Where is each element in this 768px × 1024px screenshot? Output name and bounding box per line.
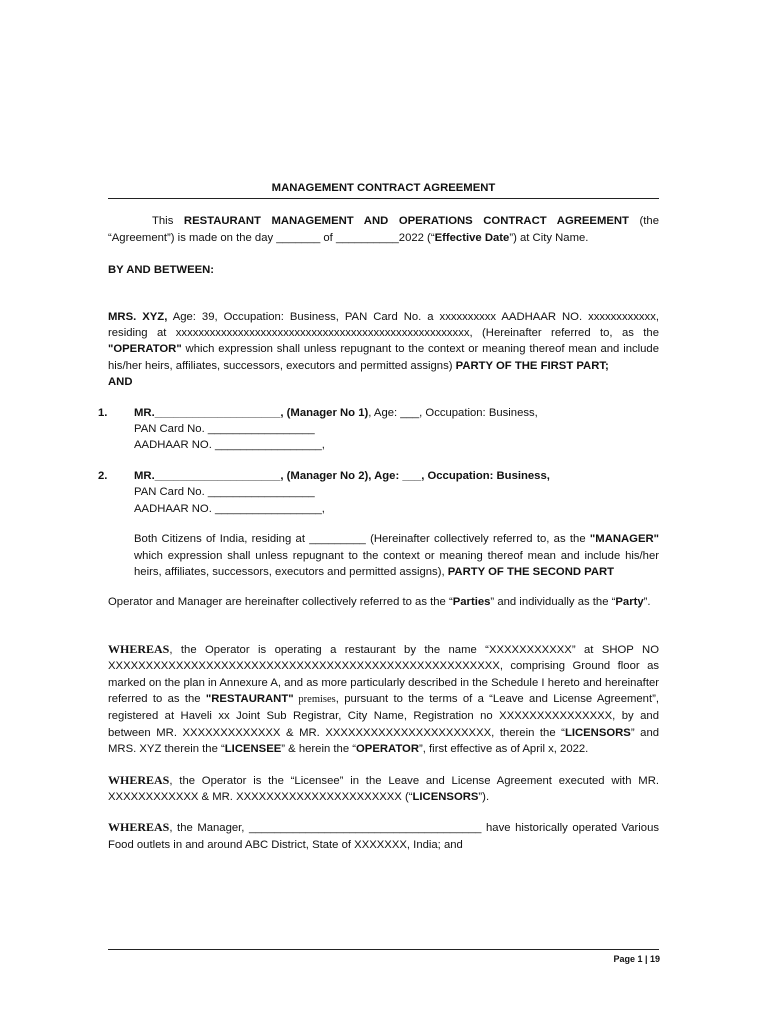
second-party: PARTY OF THE SECOND PART	[447, 565, 615, 578]
manager-1-number: 1.	[98, 406, 108, 419]
licensors-term-2: LICENSORS	[412, 790, 479, 803]
citizens-text: Both Citizens of India, residing at _________ (Hereinafter collectively referred to, as the	[134, 533, 590, 546]
parties-paragraph	[108, 594, 659, 610]
and-text: AND	[108, 376, 133, 389]
intro-mid: (the “Agreement”) is made on the day _______ of __________2022 (“	[108, 215, 659, 244]
citizens-text-2: which expression shall unless repugnant to the context or meaning thereof mean and include his/her heirs, affiliates, successors, executors and permitted assigns),	[134, 549, 659, 578]
manager-1-line	[134, 405, 659, 421]
manager-2-pan: PAN Card No. _________________	[134, 486, 315, 499]
intro-paragraph	[108, 213, 659, 246]
intro-lead: This	[152, 215, 184, 228]
agreement-name: RESTAURANT MANAGEMENT AND OPERATIONS CONTRACT AGREEMENT	[183, 215, 629, 228]
licensors-term: LICENSORS	[564, 726, 631, 739]
operator-paragraph	[108, 309, 659, 375]
parties-text-2: ” and individually as the “	[490, 596, 616, 609]
manager-role: "MANAGER"	[589, 533, 659, 546]
operator-details: Age: 39, Occupation: Business, PAN Card No. a xxxxxxxxxx AADHAAR NO. xxxxxxxxxxxx, residing at xxxxxxxxxxxxxxxxxxxxxxxxxxxxxxxxxxxxxxxxxxxxxxxxxxxx, (Hereinafter referred to, as the	[108, 310, 659, 340]
page-number: Page 1 | 19	[613, 954, 660, 964]
effective-date: Effective Date	[434, 231, 510, 244]
operator-tail: which expression shall unless repugnant to the context or meaning thereof mean and include his/her heirs, affiliates, successors, executors and permitted assigns)	[108, 343, 659, 372]
document-body	[98, 180, 660, 853]
manager-1-aadhaar: AADHAAR NO. _________________,	[134, 439, 325, 452]
parties-term: Parties	[452, 596, 491, 609]
whereas-3-text: , the Manager, _____________________________________ have historically operated Various Food outlets in and around ABC District, State of XXXXXXX, India; and	[108, 822, 659, 851]
manager-2-details: , Age: ___, Occupation: Business,	[368, 469, 550, 482]
manager-2-number: 2.	[98, 469, 108, 482]
whereas-1-text-4: ” & herein the “	[281, 743, 357, 756]
whereas-1-text-3: ” and MRS. XYZ therein the “	[108, 726, 660, 756]
footer-divider	[108, 949, 659, 950]
operator-term: OPERATOR	[356, 743, 419, 756]
manager-1-pan: PAN Card No. _________________	[134, 423, 315, 436]
operator-name: MRS. XYZ,	[108, 310, 168, 323]
whereas-3-paragraph	[108, 819, 659, 853]
whereas-1-text-5: ”, first effective as of April x, 2022.	[419, 743, 589, 756]
document-title: MANAGEMENT CONTRACT AGREEMENT	[108, 180, 659, 199]
operator-party: PARTY OF THE FIRST PART;	[455, 359, 609, 372]
whereas-3-label: WHEREAS	[108, 820, 170, 835]
manager-2-block	[98, 468, 659, 517]
manager-1-details: , Age: ___, Occupation: Business,	[368, 406, 538, 419]
whereas-1-text: , the Operator is operating a restaurant by the name “XXXXXXXXXXX” at SHOP NO XXXXXXXXXXXXXXXXXXXXXXXXXXXXXXXXXXXXXXXXXXXXXXXXXXXX, comprising Ground floor as marked on the plan in Annexure A, and as more particularly described in the Schedule I hereto and hereinafter referred to as the	[108, 643, 659, 705]
by-and-between-heading	[108, 262, 659, 278]
and-label	[108, 374, 659, 390]
parties-text: Operator and Manager are hereinafter collectively referred to as the “	[108, 596, 453, 609]
whereas-1-paragraph	[108, 641, 659, 758]
manager-1-block	[98, 405, 659, 454]
whereas-1-text-2: , pursuant to the terms of a “Leave and License Agreement”, registered at Haveli xx Joint Sub Registrar, City Name, Registration no XXXXXXXXXXXXXXX, by and between MR. XXXXXXXXXXXXX & MR. XXXXXXXXXXXXXXXXXXXXXX, therein the “	[108, 692, 659, 739]
manager-2-aadhaar: AADHAAR NO. _________________,	[134, 502, 325, 515]
restaurant-term: "RESTAURANT"	[205, 692, 294, 705]
citizens-paragraph	[108, 531, 659, 580]
intro-end: ”) at City Name.	[509, 231, 589, 244]
whereas-2-text-2: ”).	[478, 790, 490, 803]
operator-role: "OPERATOR"	[108, 343, 182, 356]
party-term: Party	[615, 596, 644, 609]
whereas-2-label: WHEREAS	[108, 772, 170, 787]
manager-2-line	[134, 468, 659, 484]
parties-text-3: ”.	[643, 596, 651, 609]
premises-word: premises	[293, 693, 336, 705]
manager-1-name: MR.____________________, (Manager No 1)	[134, 406, 369, 419]
whereas-1-label: WHEREAS	[108, 641, 170, 656]
whereas-2-paragraph	[108, 772, 659, 806]
whereas-2-text: , the Operator is the “Licensee” in the Leave and License Agreement executed with MR. XXXXXXXXXXXX & MR. XXXXXXXXXXXXXXXXXXXXXX (“	[108, 774, 659, 803]
by-and-between: BY AND BETWEEN:	[108, 264, 215, 277]
manager-2-name: MR.____________________, (Manager No 2)	[134, 469, 369, 482]
licensee-term: LICENSEE	[224, 743, 282, 756]
